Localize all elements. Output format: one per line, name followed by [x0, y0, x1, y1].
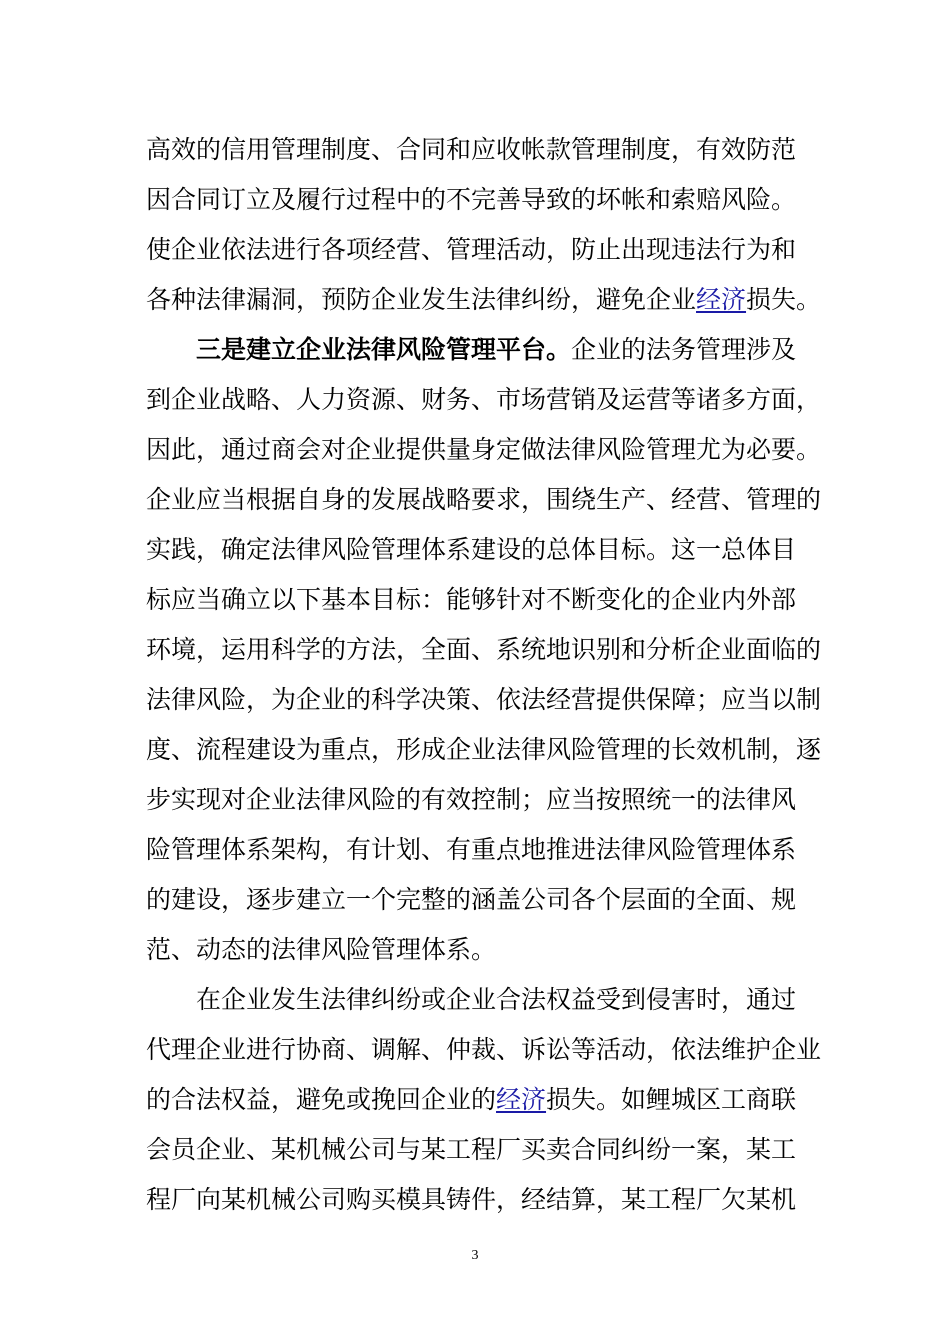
- text-line: 程厂向某机械公司购买模具铸件，经结算，某工程厂欠某机: [146, 1185, 797, 1214]
- text-line: 到企业战略、人力资源、财务、市场营销及运营等诸多方面，: [146, 385, 822, 414]
- text-line: 险管理体系架构，有计划、有重点地推进法律风险管理体系: [146, 835, 797, 864]
- text-line: 企业应当根据自身的发展战略要求，围绕生产、经营、管理的: [146, 485, 822, 514]
- text-line: 法律风险，为企业的科学决策、依法经营提供保障；应当以制: [146, 685, 822, 714]
- text-line: 实践，确定法律风险管理体系建设的总体目标。这一总体目: [146, 535, 797, 564]
- text-line: 度、流程建设为重点，形成企业法律风险管理的长效机制，逐: [146, 735, 822, 764]
- economy-link[interactable]: 经济: [696, 285, 747, 314]
- text-line: 范、动态的法律风险管理体系。: [146, 935, 497, 964]
- text-segment: 企业的法务管理涉及: [571, 335, 797, 364]
- economy-link[interactable]: 经济: [496, 1085, 547, 1114]
- text-line: 使企业依法进行各项经营、管理活动，防止出现违法行为和: [146, 235, 797, 264]
- text-segment: 各种法律漏洞，预防企业发生法律纠纷，避免企业: [146, 285, 697, 314]
- text-line: 步实现对企业法律风险的有效控制；应当按照统一的法律风: [146, 785, 797, 814]
- text-line: [146, 275, 826, 325]
- text-line: 在企业发生法律纠纷或企业合法权益受到侵害时，通过: [196, 985, 797, 1014]
- section-heading: 三是建立企业法律风险管理平台。: [196, 335, 572, 364]
- text-line: 会员企业、某机械公司与某工程厂买卖合同纠纷一案，某工: [146, 1135, 797, 1164]
- text-segment: 损失。: [746, 285, 822, 314]
- text-line: 的建设，逐步建立一个完整的涵盖公司各个层面的全面、规: [146, 885, 797, 914]
- page-number: 3: [471, 1248, 479, 1263]
- text-segment: 的合法权益，避免或挽回企业的: [146, 1085, 497, 1114]
- text-line: 因合同订立及履行过程中的不完善导致的坏帐和索赔风险。: [146, 185, 797, 214]
- text-line: 因此，通过商会对企业提供量身定做法律风险管理尤为必要。: [146, 435, 822, 464]
- text-line: 高效的信用管理制度、合同和应收帐款管理制度，有效防范: [146, 135, 797, 164]
- text-line: 环境，运用科学的方法，全面、系统地识别和分析企业面临的: [146, 635, 822, 664]
- text-segment: 损失。如鲤城区工商联: [546, 1085, 797, 1114]
- text-line: 代理企业进行协商、调解、仲裁、诉讼等活动，依法维护企业: [146, 1035, 822, 1064]
- text-line: 标应当确立以下基本目标：能够针对不断变化的企业内外部: [146, 585, 797, 614]
- text-line: [196, 325, 826, 375]
- text-line: [146, 1075, 826, 1125]
